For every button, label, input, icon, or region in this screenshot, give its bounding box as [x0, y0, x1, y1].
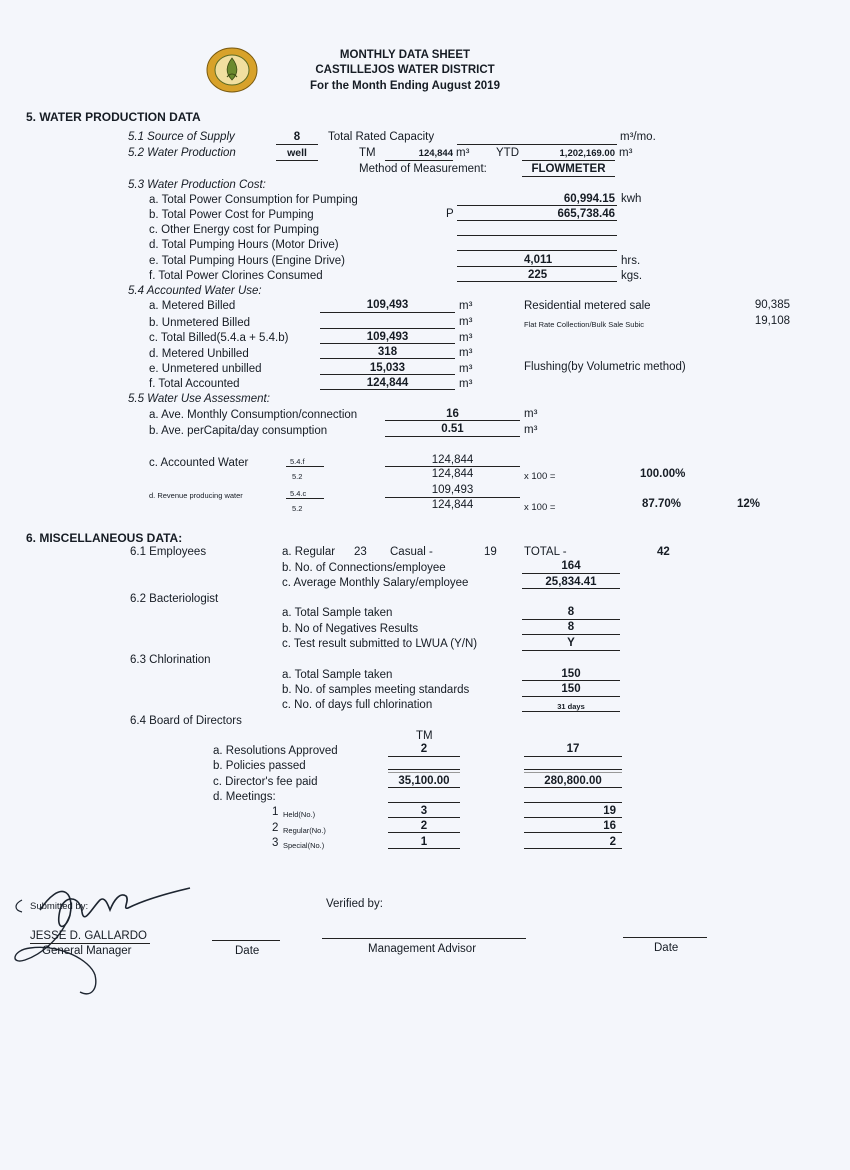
- underline: [320, 358, 455, 359]
- unit: m³: [459, 378, 473, 390]
- source-label: 5.1 Source of Supply: [128, 131, 235, 143]
- underline: [320, 312, 455, 313]
- section-5-heading: 5. WATER PRODUCTION DATA: [26, 110, 201, 124]
- method-value: FLOWMETER: [531, 163, 606, 175]
- m3-label: Special(No.): [283, 841, 325, 850]
- emp-b-label: b. No. of Connections/employee: [282, 562, 446, 574]
- underline: [524, 832, 622, 833]
- underline: [522, 634, 620, 635]
- bact-a-value: 8: [567, 606, 575, 618]
- underline: [385, 436, 520, 437]
- prod-label: 5.2 Water Production: [128, 147, 236, 159]
- date-label-2: Date: [654, 942, 679, 954]
- flush-label: Flushing(by Volumetric method): [524, 361, 686, 373]
- underline: [276, 160, 318, 161]
- gm-name: JESSE D. GALLARDO: [30, 930, 147, 942]
- bact-c-label: c. Test result submitted to LWUA (Y/N): [282, 638, 478, 650]
- acc-e-value: 15,033: [369, 362, 406, 374]
- underline: [522, 160, 615, 161]
- acc-a-value: 109,493: [366, 299, 409, 311]
- cost-b-value: 665,738.46: [557, 208, 615, 220]
- res-label: Residential metered sale: [524, 300, 651, 312]
- casual-value: 19: [484, 546, 497, 558]
- underline: [522, 711, 620, 712]
- fraction-bar: [286, 498, 324, 499]
- tm-label: TM: [359, 147, 376, 159]
- submitted-label: Submitted by:: [30, 901, 89, 912]
- m2-label: Regular(No.): [283, 826, 326, 835]
- total-label: TOTAL -: [524, 546, 567, 558]
- rated-label: Total Rated Capacity: [328, 131, 435, 143]
- cost-e-label: e. Total Pumping Hours (Engine Drive): [149, 255, 346, 267]
- flat-value: 19,108: [754, 315, 790, 327]
- water-district-logo: [206, 47, 258, 93]
- accw-pct: 100.00%: [640, 468, 686, 480]
- ytd-label: YTD: [496, 147, 519, 159]
- bact-b-value: 8: [567, 621, 575, 633]
- underline: [320, 343, 455, 344]
- org-name: CASTILLEJOS WATER DISTRICT: [315, 64, 495, 76]
- cost-e-unit: hrs.: [621, 255, 641, 267]
- unit: m³: [459, 363, 473, 375]
- ytd-value: 1,202,169.00: [559, 148, 615, 159]
- unit: m³: [459, 316, 473, 328]
- underline: [388, 832, 460, 833]
- acc-c-label: c. Total Billed(5.4.a + 5.4.b): [149, 332, 289, 344]
- bod-d-label: d. Meetings:: [213, 791, 276, 803]
- bod-c-label: c. Director's fee paid: [213, 776, 318, 788]
- acc-f-value: 124,844: [366, 377, 409, 389]
- acc-c-value: 109,493: [366, 331, 409, 343]
- underline: [522, 650, 620, 651]
- x100: x 100 =: [524, 471, 556, 482]
- chl-label: 6.3 Chlorination: [130, 654, 211, 666]
- acc-d-value: 318: [377, 346, 398, 358]
- date-label-1: Date: [235, 945, 260, 957]
- nrw-pct: 12%: [737, 498, 761, 510]
- underline: [457, 250, 617, 251]
- bod-a-tm: 2: [420, 743, 428, 755]
- date-line: [212, 940, 280, 941]
- emp-c-label: c. Average Monthly Salary/employee: [282, 577, 469, 589]
- cost-d-label: d. Total Pumping Hours (Motor Drive): [149, 239, 339, 251]
- underline: [524, 769, 622, 770]
- advisor-line: [322, 938, 526, 939]
- peso-sign: P: [446, 208, 454, 220]
- emp-a-label: a. Regular: [282, 546, 336, 558]
- underline: [522, 573, 620, 574]
- unit: m³: [524, 408, 538, 420]
- chl-c-label: c. No. of days full chlorination: [282, 699, 433, 711]
- chl-a-value: 150: [561, 668, 581, 680]
- cost-a-label: a. Total Power Consumption for Pumping: [149, 194, 358, 206]
- unit: m³: [459, 347, 473, 359]
- underline: [457, 144, 617, 145]
- acc-label: 5.4 Accounted Water Use:: [128, 285, 262, 297]
- source-value: 8: [293, 131, 301, 143]
- underline: [457, 220, 617, 221]
- underline: [388, 802, 460, 803]
- underline: [388, 769, 460, 770]
- emp-c-value: 25,834.41: [545, 576, 597, 588]
- cost-e-value: 4,011: [524, 254, 553, 266]
- tm-unit: m³: [456, 147, 470, 159]
- period: For the Month Ending August 2019: [310, 80, 500, 92]
- accw-den: 124,844: [431, 468, 474, 480]
- accw-den-ref: 5.2: [292, 472, 303, 481]
- bact-a-label: a. Total Sample taken: [282, 607, 393, 619]
- bod-c-ytd: 280,800.00: [544, 775, 602, 787]
- doc-title: MONTHLY DATA SHEET: [339, 49, 471, 61]
- tm-value: 124,844: [418, 148, 453, 159]
- prod-value: well: [287, 147, 307, 159]
- total-value: 42: [657, 546, 670, 558]
- rev-pct: 87.70%: [642, 498, 682, 510]
- cost-label: 5.3 Water Production Cost:: [128, 179, 266, 191]
- cost-f-unit: kgs.: [621, 270, 643, 282]
- section-6-heading: 6. MISCELLANEOUS DATA:: [26, 531, 183, 545]
- bod-c-tm: 35,100.00: [398, 775, 450, 787]
- acc-b-label: b. Unmetered Billed: [149, 317, 250, 329]
- accw-num-ref: 5.4.f: [290, 457, 305, 466]
- cost-c-label: c. Other Energy cost for Pumping: [149, 224, 320, 236]
- rev-label: d. Revenue producing water: [149, 491, 243, 500]
- unit: m³: [459, 300, 473, 312]
- emp-b-value: 164: [561, 560, 581, 572]
- underline: [522, 696, 620, 697]
- accw-label: c. Accounted Water: [149, 457, 249, 469]
- verified-label: Verified by:: [326, 898, 383, 910]
- underline: [524, 817, 622, 818]
- bod-a-ytd: 17: [566, 743, 580, 755]
- m1-label: Held(No.): [283, 810, 316, 819]
- m3-tm: 1: [420, 836, 428, 848]
- gm-position: General Manager: [42, 945, 132, 957]
- assess-a-label: a. Ave. Monthly Consumption/connection: [149, 409, 358, 421]
- m2-tm: 2: [420, 820, 428, 832]
- assess-b-value: 0.51: [441, 423, 464, 435]
- acc-d-label: d. Metered Unbilled: [149, 348, 249, 360]
- underline: [388, 756, 460, 757]
- flat-label: Flat Rate Collection/Bulk Sale Subic: [524, 320, 645, 329]
- m2-ytd: 16: [603, 820, 616, 832]
- rev-den-ref: 5.2: [292, 504, 303, 513]
- underline: [524, 787, 622, 788]
- underline: [320, 374, 455, 375]
- underline: [457, 281, 617, 282]
- assess-a-value: 16: [446, 408, 459, 420]
- bod-label: 6.4 Board of Directors: [130, 715, 242, 727]
- bact-c-value: Y: [567, 637, 575, 649]
- underline: [388, 772, 460, 773]
- bact-label: 6.2 Bacteriologist: [130, 593, 219, 605]
- bact-b-label: b. No of Negatives Results: [282, 623, 419, 635]
- underline: [524, 802, 622, 803]
- m1-ytd: 19: [603, 805, 616, 817]
- underline: [522, 588, 620, 589]
- casual-label: Casual -: [390, 546, 433, 558]
- underline: [388, 787, 460, 788]
- res-value: 90,385: [754, 299, 790, 311]
- bod-b-label: b. Policies passed: [213, 760, 306, 772]
- underline: [320, 389, 455, 390]
- rev-den: 124,844: [431, 499, 474, 511]
- unit: m³: [459, 332, 473, 344]
- cost-b-label: b. Total Power Cost for Pumping: [149, 209, 314, 221]
- chl-b-value: 150: [561, 683, 581, 695]
- advisor-label: Management Advisor: [368, 943, 477, 955]
- underline: [457, 205, 617, 206]
- underline: [524, 848, 622, 849]
- x100: x 100 =: [524, 502, 556, 513]
- underline: [522, 680, 620, 681]
- rev-num: 109,493: [431, 484, 474, 496]
- rev-num-ref: 5.4.c: [290, 489, 307, 498]
- underline: [388, 817, 460, 818]
- assess-label: 5.5 Water Use Assessment:: [128, 393, 270, 405]
- m1-tm: 3: [420, 805, 428, 817]
- chl-b-label: b. No. of samples meeting standards: [282, 684, 470, 696]
- assess-b-label: b. Ave. perCapita/day consumption: [149, 425, 328, 437]
- emp-a-value: 23: [354, 546, 367, 558]
- cost-f-value: 225: [528, 269, 548, 281]
- underline: [522, 176, 615, 177]
- m3-ytd: 2: [609, 836, 616, 848]
- chl-c-value: 31 days: [557, 702, 585, 711]
- fraction-bar: [286, 466, 324, 467]
- m1-num: 1: [272, 806, 279, 818]
- underline: [457, 266, 617, 267]
- accw-num: 124,844: [431, 454, 474, 466]
- underline: [457, 235, 617, 236]
- date-line: [623, 937, 707, 938]
- underline: [524, 756, 622, 757]
- cost-a-value: 60,994.15: [563, 193, 615, 205]
- bod-a-label: a. Resolutions Approved: [213, 745, 338, 757]
- method-label: Method of Measurement:: [359, 163, 487, 175]
- underline: [388, 848, 460, 849]
- emp-label: 6.1 Employees: [130, 546, 207, 558]
- ytd-unit: m³: [619, 147, 633, 159]
- acc-f-label: f. Total Accounted: [149, 378, 240, 390]
- acc-a-label: a. Metered Billed: [149, 300, 236, 312]
- m3-num: 3: [272, 837, 279, 849]
- underline: [524, 772, 622, 773]
- rated-unit: m³/mo.: [620, 131, 656, 143]
- underline: [385, 160, 453, 161]
- m2-num: 2: [272, 822, 279, 834]
- cost-a-unit: kwh: [621, 193, 642, 205]
- underline: [320, 328, 455, 329]
- unit: m³: [524, 424, 538, 436]
- underline: [276, 144, 318, 145]
- chl-a-label: a. Total Sample taken: [282, 669, 393, 681]
- cost-f-label: f. Total Power Clorines Consumed: [149, 270, 323, 282]
- bod-tm-label: TM: [416, 730, 433, 742]
- acc-e-label: e. Unmetered unbilled: [149, 363, 262, 375]
- underline: [385, 420, 520, 421]
